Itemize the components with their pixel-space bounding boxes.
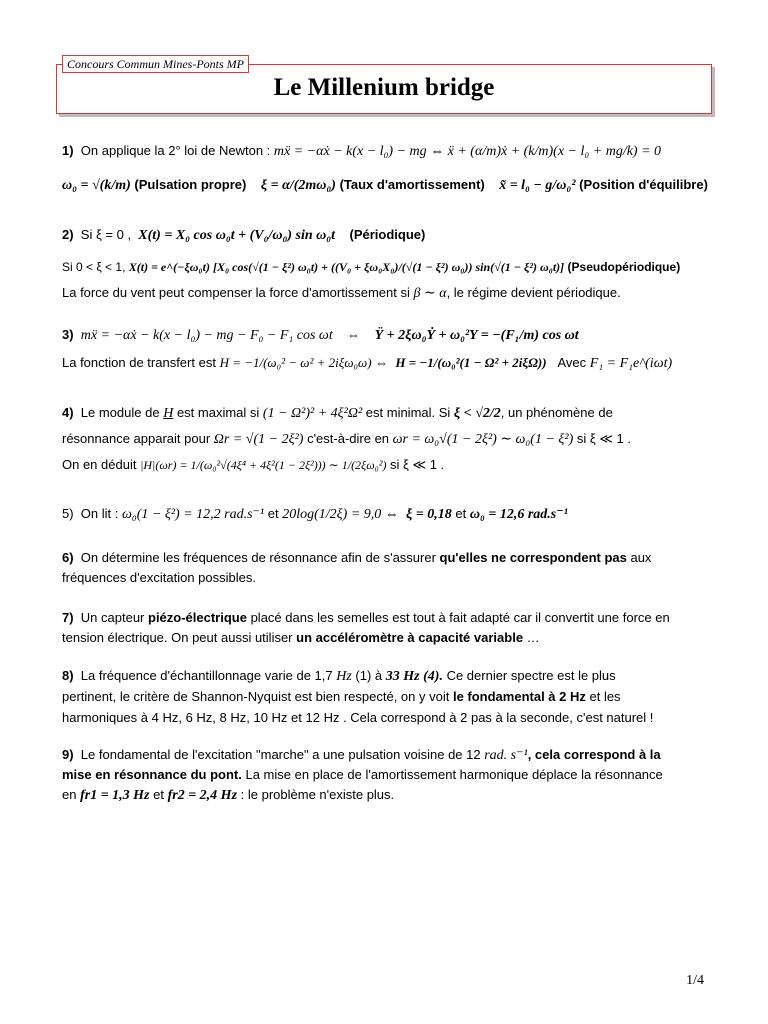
q4-text-c: est minimal. Si	[362, 405, 454, 420]
q4-xi-condition: ξ < √2/2	[453, 406, 501, 421]
q6-text-bold: qu'elles ne correspondent pas	[439, 550, 627, 565]
q6-number: 6)	[62, 550, 74, 565]
q1-omega-equation: ω₀ = √(k/m)	[62, 178, 131, 193]
q7-text-a: Un capteur	[80, 610, 148, 625]
q3-equation2: Ÿ + 2ξω₀Ẏ + ω₀²Y = −(F₁/m) cos ωt	[374, 328, 579, 343]
q1-xi-equation: ξ = α/(2mω₀)	[260, 178, 336, 193]
q5-text-a: On lit :	[80, 506, 122, 521]
q7-line1	[62, 609, 712, 627]
q4-line3	[62, 456, 712, 474]
q6-line1	[62, 549, 712, 567]
q2-text-a: La force du vent peut compenser la force d'amortissement si	[62, 285, 414, 300]
q9-unit: rad. s⁻¹	[484, 748, 528, 763]
q4-l3-text-a: On en déduit	[62, 457, 141, 472]
page-number: 1/4	[686, 973, 704, 988]
q8-text-b: (1) à	[351, 668, 386, 683]
q9-l2-text-b: La mise en place de l'amortissement harmonique déplace la résonnance	[241, 767, 663, 782]
q3-avec-equation: F₁ = F₁e^(iωt)	[589, 356, 673, 371]
q4-number: 4)	[62, 405, 74, 420]
q3-arrow: ⇔	[347, 327, 361, 342]
q6-text-a: On détermine les fréquences de résonnance afin de s'assurer	[80, 550, 440, 565]
q9-number: 9)	[62, 747, 74, 762]
q1-xeq-label: (Position d'équilibre)	[579, 177, 708, 192]
q5-et1: et	[264, 506, 283, 521]
q5-result-xi: ξ = 0,18	[406, 507, 452, 522]
q4-condition-equation: (1 − Ω²)² + 4ξ²Ω²	[262, 406, 363, 421]
q8-number: 8)	[62, 668, 74, 683]
q2-case2-pre: Si 0 < ξ < 1,	[62, 260, 126, 274]
q4-omega-r-equation: Ωr = √(1 − 2ξ²)	[213, 432, 304, 447]
q4-line2	[62, 430, 712, 449]
q3-transfer-equation1: H = −1/(ω₀² − ω² + 2iξω₀ω)	[219, 355, 372, 370]
q1-xi-label: (Taux d'amortissement)	[339, 177, 485, 192]
q9-text-bold: , cela correspond à la	[527, 747, 661, 762]
q8-line3: harmoniques à 4 Hz, 6 Hz, 8 Hz, 10 Hz et 12 Hz . Cela correspond à 2 pas à la seconde, c'est naturel !	[62, 710, 654, 725]
q2-line2	[62, 258, 712, 276]
q2-text-b: , le régime devient périodique.	[446, 285, 621, 300]
q3-line2: La fonction de transfert est H = −1/(ω₀² − ω² + 2iξω₀ω) ⇔ H = −1/(ω₀²(1 − Ω² + 2iξΩ)) Avec F₁ = F₁e^(iωt)	[62, 355, 673, 371]
q7-l2-text-c: …	[523, 630, 540, 645]
q6-text-c: aux	[626, 550, 652, 565]
q8-line1	[62, 667, 712, 686]
q4-text-d: , un phénomène de	[500, 405, 613, 420]
q3-avec: Avec	[557, 355, 587, 370]
q4-line1	[62, 404, 712, 423]
q2-line1	[62, 226, 712, 245]
q9-text-a: Le fondamental de l'excitation "marche" a une pulsation voisine de 12	[80, 747, 485, 762]
q9-line1	[62, 746, 712, 765]
q8-text-bold-freq: 33 Hz (4).	[385, 669, 443, 684]
q4-l2-text-a: résonnance apparait pour	[62, 431, 214, 446]
q4-l2-text-c: si ξ ≪ 1 .	[573, 431, 632, 446]
header-tag: Concours Commun Mines-Ponts MP	[62, 55, 249, 73]
q9-line2	[62, 766, 712, 784]
q7-l2-text-a: tension électrique. On peut aussi utiliser	[62, 630, 297, 645]
q5-equation2: 20log(1/2ξ) = 9,0 ⇔	[282, 507, 399, 522]
q9-fr1-equation: fr1 = 1,3 Hz	[80, 788, 150, 803]
q7-text-c: placé dans les semelles est tout à fait adapté car il convertit une force en	[246, 610, 670, 625]
q1-number: 1)	[62, 143, 74, 158]
q8-l2-text-bold: le fondamental à 2 Hz	[452, 689, 586, 704]
q7-number: 7)	[62, 610, 74, 625]
q1-text: On applique la 2° loi de Newton :	[80, 143, 271, 158]
q6-line2: fréquences d'excitation possibles.	[62, 570, 256, 585]
q8-l2-text-c: et les	[585, 689, 621, 704]
q4-transfer-symbol: H	[163, 406, 174, 421]
q4-l2-text-b: c'est-à-dire en	[303, 431, 393, 446]
q9-fr2-equation: fr2 = 2,4 Hz	[167, 788, 238, 803]
q5-line1	[62, 505, 712, 524]
q2-case1-equation: X(t) = X₀ cos ω₀t + (V₀/ω₀) sin ω₀t	[138, 228, 336, 243]
q4-text-b: est maximal si	[173, 405, 263, 420]
q8-l2-text-a: pertinent, le critère de Shannon-Nyquist est bien respecté, on y voit	[62, 689, 453, 704]
q9-l2-text-bold: mise en résonnance du pont.	[62, 767, 242, 782]
q1-xeq-equation: x̃ = l₀ − g/ω₀²	[499, 178, 576, 193]
q8-text-d: Ce dernier spectre est le plus	[442, 668, 616, 683]
q4-wr-equation: ωr = ω₀√(1 − 2ξ²) ∼ ω₀(1 − ξ²)	[392, 432, 574, 447]
q9-l3-text-b: et	[149, 787, 168, 802]
q2-case1-pre: Si ξ = 0 ,	[80, 227, 132, 242]
q5-et2: et	[451, 506, 470, 521]
q2-case2-equation: X(t) = e^(−ξω₀t) [X₀ cos(√(1 − ξ²) ω₀t) + ((V₀ + ξω₀X₀)/(√(1 − ξ²) ω₀)) sin(√(1 − ξ²) ω₀t)]	[128, 260, 565, 274]
q2-text-equation: β ∼ α	[413, 286, 447, 301]
q5-result-omega: ω₀ = 12,6 rad.s⁻¹	[469, 507, 568, 522]
q1-line2	[62, 176, 712, 195]
page-title: Le Millenium bridge	[273, 74, 495, 101]
q9-l3-text-a: en	[62, 787, 81, 802]
q1-omega-label: (Pulsation propre)	[134, 177, 247, 192]
q7-text-bold: piézo-électrique	[148, 610, 247, 625]
q2-case2-label: (Pseudopériodique)	[567, 260, 681, 274]
q8-line2	[62, 688, 712, 706]
q4-l3-text-b: si ξ ≪ 1 .	[386, 457, 445, 472]
q2-line3	[62, 284, 712, 303]
q9-line3	[62, 786, 712, 805]
q7-line2	[62, 629, 712, 647]
q5-equation1: ω₀(1 − ξ²) = 12,2 rad.s⁻¹	[121, 507, 265, 522]
q5-number: 5)	[62, 506, 74, 521]
q2-number: 2)	[62, 227, 74, 242]
q3-number: 3)	[62, 327, 74, 342]
q7-l2-text-bold: un accéléromètre à capacité variable	[296, 630, 524, 645]
q3-equation1: mẍ = −αẋ − k(x − l₀) − mg − F₀ − F₁ cos ωt	[80, 328, 333, 343]
q4-max-equation: |H|(ωr) = 1/(ω₀²√(4ξ⁴ + 4ξ²(1 − 2ξ²))) ∼ 1/(2ξω₀²)	[140, 458, 387, 472]
q3-transfer-equation2: H = −1/(ω₀²(1 − Ω² + 2iξΩ))	[395, 355, 547, 370]
q3-line1	[62, 326, 712, 345]
q1-equation: mẍ = −αẋ − k(x − l₀) − mg ⇔ ẍ + (α/m)ẋ + (k/m)(x − l₀ + mg/k) = 0	[273, 144, 662, 159]
q8-text-a: La fréquence d'échantillonnage varie de 1,7	[80, 668, 337, 683]
q8-hz-unit: Hz	[336, 669, 352, 684]
q9-l3-text-c: : le problème n'existe plus.	[237, 787, 395, 802]
q3-transfer-text: La fonction de transfert est	[62, 355, 216, 370]
q4-text-a: Le module de	[80, 405, 164, 420]
q1-line1	[62, 142, 712, 161]
q2-case1-label: (Périodique)	[349, 227, 426, 242]
